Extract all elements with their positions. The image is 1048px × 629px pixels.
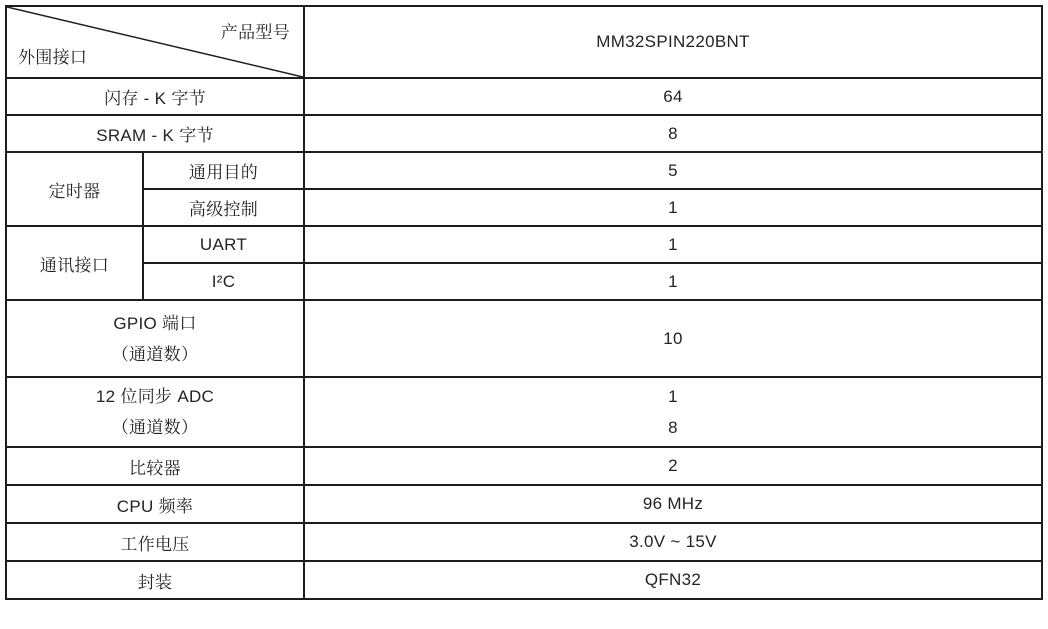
gpio-label-line1: GPIO 端口 [113, 313, 197, 333]
timer-advanced-value-cell: 1 [304, 189, 1042, 226]
table-row-voltage [6, 523, 1042, 561]
package-value-cell: QFN32 [304, 561, 1042, 599]
table-row-header [6, 6, 1042, 78]
adc-label-cell [6, 377, 304, 447]
gpio-label-cell [6, 300, 304, 377]
table-row-gpio [6, 300, 1042, 377]
comm-uart-label-cell: UART [143, 226, 304, 263]
adc-value-line2: 8 [668, 418, 678, 437]
comm-group-cell: 通讯接口 [6, 226, 143, 300]
voltage-label-cell: 工作电压 [6, 523, 304, 561]
diagonal-header-wrap [7, 7, 303, 77]
product-model-cell: MM32SPIN220BNT [304, 6, 1042, 78]
table-row-timer-advanced [6, 189, 1042, 226]
comm-i2c-label-cell: I²C [143, 263, 304, 300]
package-label-cell: 封装 [6, 561, 304, 599]
flash-value-cell: 64 [304, 78, 1042, 115]
adc-value-cell [304, 377, 1042, 447]
gpio-value-cell: 10 [304, 300, 1042, 377]
adc-label-line1: 12 位同步 ADC [95, 387, 215, 406]
table-row-timer-general [6, 152, 1042, 189]
voltage-value-cell: 3.0V ~ 15V [304, 523, 1042, 561]
table-row-cpu-freq [6, 485, 1042, 523]
header-product-model-label: 产品型号 [220, 23, 290, 42]
timer-advanced-label-cell: 高级控制 [143, 189, 304, 226]
table-row-adc [6, 377, 1042, 447]
comm-uart-value-cell: 1 [304, 226, 1042, 263]
gpio-label-line2: （通道数） [111, 344, 199, 364]
peripheral-spec-table [5, 5, 1043, 600]
table-row-comm-uart [6, 226, 1042, 263]
sram-value-cell: 8 [304, 115, 1042, 152]
adc-label-line2: （通道数） [111, 418, 199, 437]
header-peripheral-label: 外围接口 [18, 48, 88, 67]
comparator-value-cell: 2 [304, 447, 1042, 485]
table-row-package [6, 561, 1042, 599]
adc-value-line1: 1 [668, 387, 678, 406]
timer-general-label-cell: 通用目的 [143, 152, 304, 189]
table-row-comparator [6, 447, 1042, 485]
timer-general-value-cell: 5 [304, 152, 1042, 189]
comm-i2c-value-cell: 1 [304, 263, 1042, 300]
flash-label-cell: 闪存 - K 字节 [6, 78, 304, 115]
diagonal-header-cell [6, 6, 304, 78]
table-row-sram [6, 115, 1042, 152]
table-row-flash [6, 78, 1042, 115]
comparator-label-cell: 比较器 [6, 447, 304, 485]
sram-label-cell: SRAM - K 字节 [6, 115, 304, 152]
timer-group-cell: 定时器 [6, 152, 143, 226]
table-row-comm-i2c [6, 263, 1042, 300]
cpu-freq-value-cell: 96 MHz [304, 485, 1042, 523]
cpu-freq-label-cell: CPU 频率 [6, 485, 304, 523]
